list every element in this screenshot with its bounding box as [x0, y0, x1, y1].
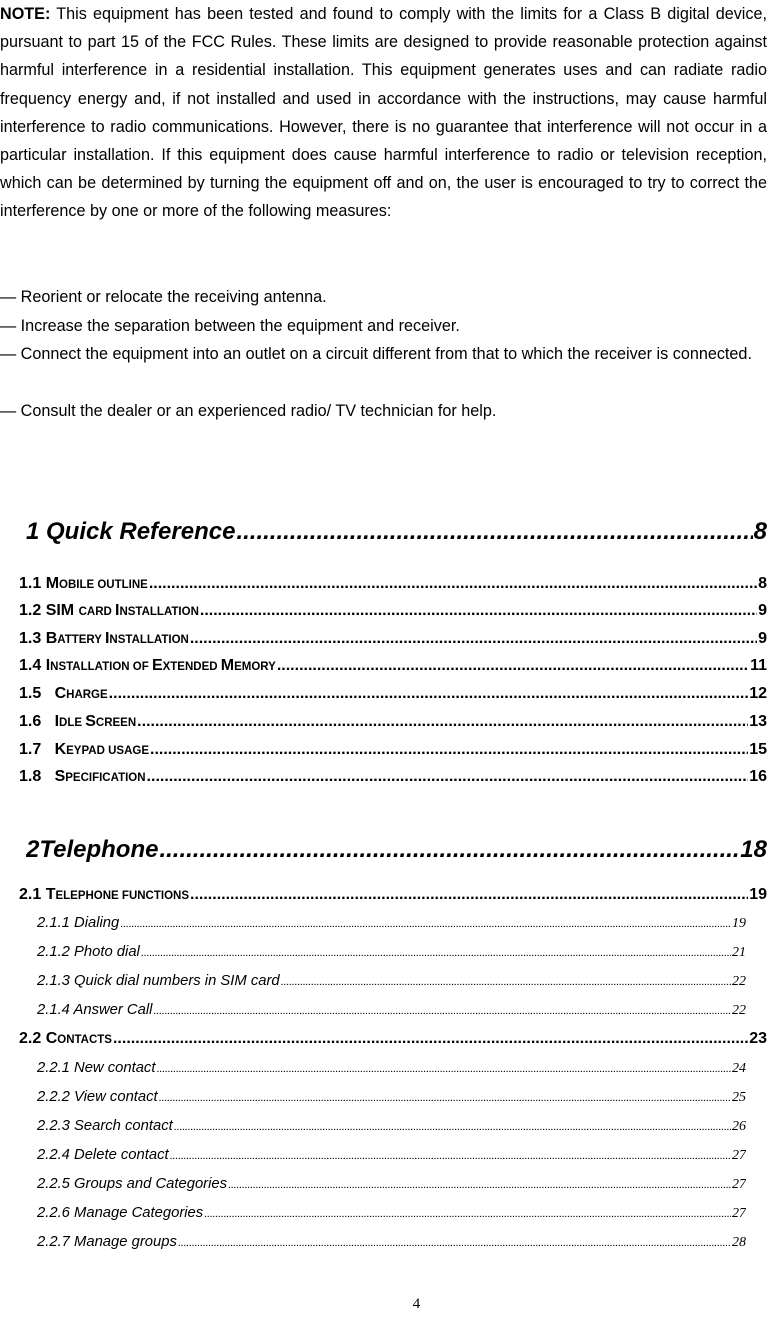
toc-page-number: 21	[732, 945, 746, 960]
toc-leader	[159, 1092, 731, 1104]
toc-section-1-6[interactable]	[19, 713, 767, 735]
toc-subsection[interactable]	[37, 1060, 746, 1080]
toc-section-2-1[interactable]	[19, 886, 767, 908]
toc-page-number: 28	[732, 1235, 746, 1250]
toc-page-number: 8	[753, 518, 767, 545]
toc-section-1-8[interactable]	[19, 768, 767, 790]
toc-page-number: 19	[732, 916, 746, 931]
toc-leader	[277, 657, 749, 675]
toc-subsection-title: 2.2.3 Search contact	[37, 1118, 173, 1134]
toc-leader	[150, 741, 748, 759]
toc-leader	[228, 1179, 731, 1191]
toc-leader	[137, 713, 748, 731]
toc-page-number: 22	[732, 1003, 746, 1018]
measure-item: — Consult the dealer or an experienced radio/ TV technician for help.	[0, 402, 497, 420]
toc-leader	[159, 836, 739, 864]
toc-leader	[170, 1150, 731, 1162]
note-label: NOTE:	[0, 5, 51, 23]
toc-page-number: 8	[758, 575, 767, 592]
toc-section-title: 1.7 KEYPAD USAGE	[19, 741, 149, 758]
toc-page-number: 22	[732, 974, 746, 989]
measure-item: — Reorient or relocate the receiving antenna.	[0, 288, 327, 306]
toc-leader	[147, 768, 749, 786]
toc-subsection-title: 2.2.6 Manage Categories	[37, 1205, 204, 1221]
toc-section-2-2[interactable]	[19, 1030, 767, 1052]
toc-chapter-1[interactable]	[26, 518, 767, 550]
toc-chapter-2[interactable]	[26, 836, 767, 868]
toc-section-title: 1.8 SPECIFICATION	[19, 768, 146, 785]
page-number: 4	[412, 1296, 421, 1312]
toc-page-number: 27	[732, 1148, 746, 1163]
toc-leader	[120, 918, 731, 930]
toc-subsection[interactable]	[37, 1234, 746, 1254]
toc-leader	[153, 1005, 731, 1017]
toc-subsection[interactable]	[37, 1205, 746, 1225]
toc-subsection[interactable]	[37, 944, 746, 964]
toc-chapter-title: 1 Quick Reference	[26, 518, 236, 545]
toc-page-number: 18	[740, 836, 767, 863]
note-body: This equipment has been tested and found to comply with the limits for a Class B digital device, pursuant to part 15 of the FCC Rules. These limits are designed to provide reasonable protection against harmful interference in a residential installation. This equipment generates uses and can radiate radio frequency energy and, if not installed and used in accordance with the instructions, may cause harmful interference to radio communications. However, there is no guarantee that interference will not occur in a particular installation. If this equipment does cause harmful interference to radio or television reception, which can be determined by turning the equipment off and on, the user is encouraged to try to correct the interference by one or more of the following measures:	[0, 5, 767, 221]
toc-leader	[190, 630, 757, 648]
toc-leader	[281, 976, 731, 988]
toc-page-number: 9	[758, 630, 767, 647]
toc-section-title: 1.4 INSTALLATION OF EXTENDED MEMORY	[19, 657, 276, 674]
toc-section-title: 1.2 SIM CARD INSTALLATION	[19, 602, 199, 619]
toc-subsection-title: 2.1.3 Quick dial numbers in SIM card	[37, 973, 280, 989]
toc-section-title: 2.1 TELEPHONE FUNCTIONS	[19, 886, 190, 903]
toc-section-1-4[interactable]	[19, 657, 767, 679]
toc-section-title: 1.6 IDLE SCREEN	[19, 713, 137, 730]
toc-page-number: 12	[749, 685, 767, 702]
toc-page-number: 24	[732, 1061, 746, 1076]
toc-subsection-title: 2.2.1 New contact	[37, 1060, 156, 1076]
toc-section-title: 1.1 MOBILE OUTLINE	[19, 575, 148, 592]
toc-section-title: 2.2 CONTACTS	[19, 1030, 112, 1047]
toc-subsection[interactable]	[37, 1089, 746, 1109]
toc-subsection[interactable]	[37, 1147, 746, 1167]
fcc-note	[0, 0, 767, 226]
toc-leader	[204, 1208, 731, 1220]
toc-subsection[interactable]	[37, 915, 746, 935]
toc-section-1-1[interactable]	[19, 575, 767, 597]
toc-leader	[109, 685, 749, 703]
toc-subsection[interactable]	[37, 1176, 746, 1196]
toc-section-title: 1.3 BATTERY INSTALLATION	[19, 630, 189, 647]
toc-page-number: 13	[749, 713, 767, 730]
toc-subsection[interactable]	[37, 973, 746, 993]
toc-leader	[236, 518, 752, 546]
toc-section-title: 1.5 CHARGE	[19, 685, 108, 702]
toc-subsection-title: 2.2.5 Groups and Categories	[37, 1176, 228, 1192]
toc-leader	[149, 575, 757, 593]
toc-leader	[190, 886, 748, 904]
toc-page-number: 27	[732, 1177, 746, 1192]
toc-section-1-7[interactable]	[19, 741, 767, 763]
measure-item: — Increase the separation between the equipment and receiver.	[0, 317, 460, 335]
toc-leader	[156, 1063, 731, 1075]
toc-leader	[178, 1237, 731, 1249]
toc-section-1-3[interactable]	[19, 630, 767, 652]
toc-section-1-2[interactable]	[19, 602, 767, 624]
toc-subsection[interactable]	[37, 1002, 746, 1022]
toc-leader	[174, 1121, 731, 1133]
toc-subsection-title: 2.2.7 Manage groups	[37, 1234, 177, 1250]
toc-page-number: 23	[749, 1030, 767, 1047]
toc-subsection[interactable]	[37, 1118, 746, 1138]
toc-page-number: 27	[732, 1206, 746, 1221]
toc-page-number: 11	[750, 657, 767, 674]
toc-chapter-title: 2Telephone	[26, 836, 159, 863]
toc-page-number: 15	[749, 741, 767, 758]
toc-page-number: 25	[732, 1090, 746, 1105]
toc-page-number: 16	[749, 768, 767, 785]
toc-subsection-title: 2.2.2 View contact	[37, 1089, 158, 1105]
toc-subsection-title: 2.2.4 Delete contact	[37, 1147, 169, 1163]
toc-page-number: 19	[749, 886, 767, 903]
toc-leader	[141, 947, 731, 959]
toc-leader	[113, 1030, 748, 1048]
toc-section-1-5[interactable]	[19, 685, 767, 707]
toc-page-number: 9	[758, 602, 767, 619]
toc-subsection-title: 2.1.4 Answer Call	[37, 1002, 153, 1018]
toc-leader	[200, 602, 757, 620]
measure-item: — Connect the equipment into an outlet on a circuit different from that to which the receiver is connected.	[0, 345, 752, 363]
toc-page-number: 26	[732, 1119, 746, 1134]
toc-subsection-title: 2.1.1 Dialing	[37, 915, 120, 931]
toc-subsection-title: 2.1.2 Photo dial	[37, 944, 140, 960]
